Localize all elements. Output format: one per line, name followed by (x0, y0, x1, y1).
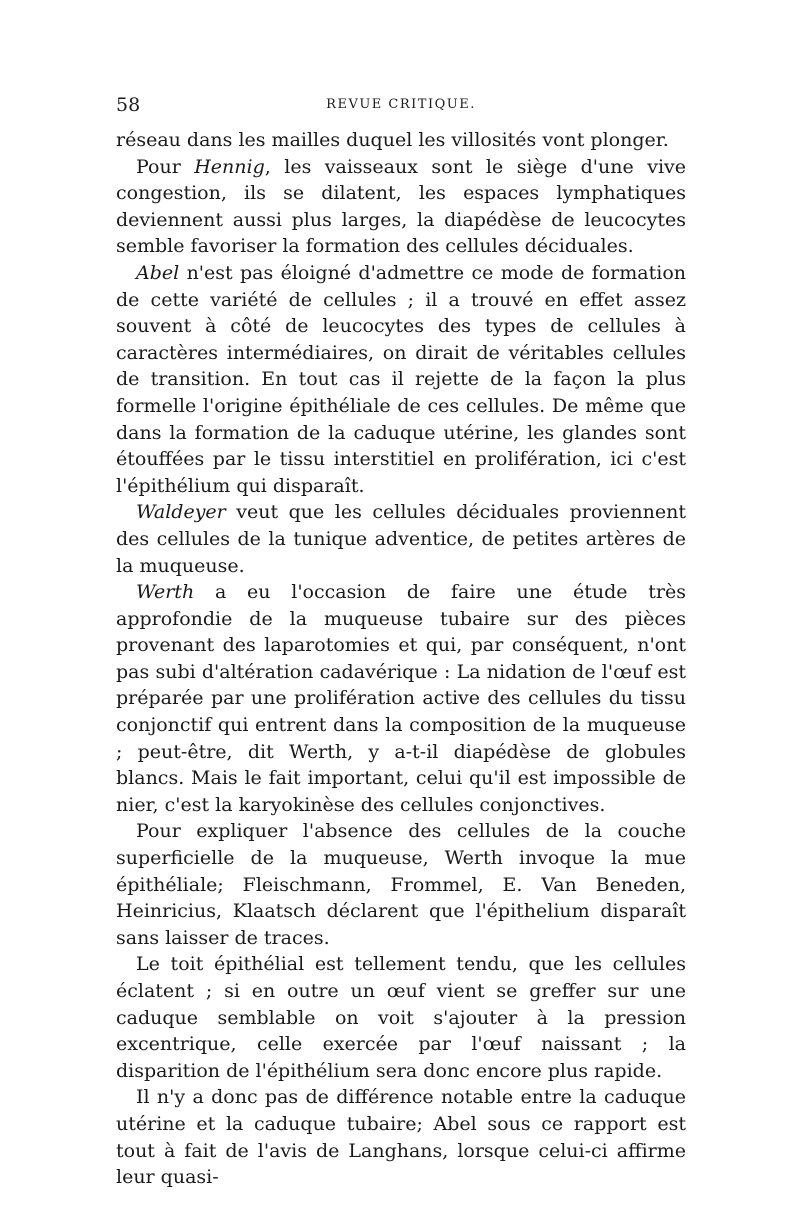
paragraph (116, 154, 686, 260)
italic-author-name: Abel (136, 261, 180, 284)
text-run: réseau dans les mailles duquel les villosités vont plonger. (116, 129, 669, 151)
paragraph (116, 127, 686, 154)
text-run: Pour (136, 155, 195, 178)
text-run: n'est pas éloigné d'admettre ce mode de formation de cette variété de cellules ; il a trouvé en effet assez souvent à côté de leucocytes des types de cellules à caractères intermédiaires, on dirait de véritables cellules de transition. En tout cas il rejette de la façon la plus formelle l'origine épithéliale de ces cellules. De même que dans la formation de la caduque utérine, les glandes sont étouffées par le tissu interstitiel en prolifération, ici c'est l'épithélium qui disparaît. (116, 261, 686, 497)
italic-author-name: Werth (136, 581, 195, 604)
paragraph (116, 818, 686, 951)
page-number: 58 (116, 94, 141, 116)
italic-author-name: Hennig (194, 155, 265, 178)
italic-author-name: Waldeyer (136, 501, 226, 524)
running-title: REVUE CRITIQUE. (326, 97, 476, 112)
page-header (116, 94, 686, 118)
paragraph (116, 951, 686, 1084)
text-run: Pour expliquer l'absence des cellules de la couche superficielle de la muqueuse, Werth invoque la mue épithéliale; Fleischmann, Frommel, E. Van Beneden, Heinricius, Klaatsch déclarent que l'épithelium disparaît sans laisser de traces. (116, 820, 686, 949)
paragraph (116, 260, 686, 499)
text-run: Il n'y a donc pas de différence notable entre la caduque utérine et la caduque tubaire; Abel sous ce rapport est tout à fait de l'avis de Langhans, lorsque celui-ci affirme leur quasi- (116, 1086, 686, 1189)
text-run: , les vaisseaux sont le siège d'une vive congestion, ils se dilatent, les espaces lymphatiques deviennent aussi plus larges, la diapédèse de leucocytes semble favoriser la formation des cellules déciduales. (116, 155, 686, 258)
body-text (116, 127, 686, 1191)
paragraph (116, 1084, 686, 1190)
paragraph (116, 579, 686, 818)
text-run: Le toit épithélial est tellement tendu, que les cellules éclatent ; si en outre un œuf vient se greffer sur une caduque semblable on voit s'ajouter à la pression excentrique, celle exercée par l'œuf naissant ; la disparition de l'épithélium sera donc encore plus rapide. (116, 953, 686, 1082)
paragraph (116, 499, 686, 579)
text-run: a eu l'occasion de faire une étude très approfondie de la muqueuse tubaire sur des pièces provenant des laparotomies et qui, par conséquent, n'ont pas subi d'altération cadavérique : La nidation de l'œuf est préparée par une prolifération active des cellules du tissu conjonctif qui entrent dans la composition de la muqueuse ; peut-être, dit Werth, y a-t-il diapédèse de globules blancs. Mais le fait important, celui qu'il est impossible de nier, c'est la karyokinèse des cellules conjonctives. (116, 581, 686, 816)
text-run: veut que les cellules déciduales proviennent des cellules de la tunique adventice, de petites artères de la muqueuse. (116, 501, 686, 577)
